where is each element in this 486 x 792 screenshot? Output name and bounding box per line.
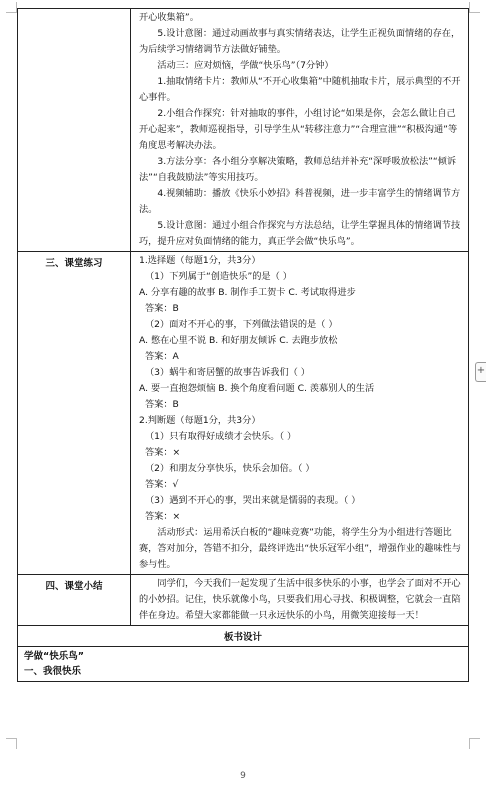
paragraph: 答案：√ [145, 479, 179, 490]
paragraph: （2）面对不开心的事，下列做法错误的是（ ） [145, 319, 338, 330]
paragraph: （3）遇到不开心的事，哭出来就是懦弱的表现。（ ） [145, 495, 361, 506]
page-number: 9 [240, 771, 246, 781]
table-row [18, 9, 469, 252]
paragraph: （1）只有取得好成绩才会快乐。（ ） [145, 431, 297, 442]
paragraph: 活动三：应对烦恼，学做“快乐鸟”（7分钟） [157, 60, 334, 71]
crop-mark-bottom-left [6, 738, 17, 749]
paragraph: 答案：B [145, 399, 179, 410]
paragraph: 5.设计意图：通过动画故事与真实情绪表达，让学生正视负面情绪的存在，为后续学习情绪调节方法做好铺垫。 [139, 28, 461, 55]
lesson-plan-table-container [17, 8, 469, 682]
paragraph: 活动形式：运用希沃白板的“趣味竞赛”功能，将学生分为小组进行答题比赛，答对加分，答错不扣分，最终评选出“快乐冠军小组”，增强作业的趣味性与参与性。 [139, 527, 461, 570]
board-content-row [18, 647, 469, 682]
section-label [18, 9, 131, 252]
paragraph: 3.方法分享：各小组分享解决策略，教师总结并补充“深呼吸放松法”“倾诉法”“自我鼓励法”等实用技巧。 [139, 156, 457, 183]
section-label: 三、课堂练习 [18, 252, 131, 575]
crop-mark-top-right [469, 2, 480, 13]
section-content [131, 252, 469, 575]
board-content [18, 647, 469, 682]
crop-mark-top-left [6, 2, 17, 13]
section-label: 四、课堂小结 [18, 575, 131, 626]
paragraph: 2.小组合作探究：针对抽取的事件，小组讨论“如果是你，会怎么做让自己开心起来”，教师巡视指导，引导学生从“转移注意力”“合理宣泄”“积极沟通”等角度思考解决办法。 [139, 108, 458, 151]
paragraph: 答案：× [145, 447, 181, 458]
expand-tab-icon[interactable]: + [475, 362, 486, 382]
table-row [18, 575, 469, 626]
paragraph: 2.判断题（每题1分，共3分） [139, 415, 261, 426]
paragraph: 1.抽取情绪卡片：教师从“不开心收集箱”中随机抽取卡片，展示典型的不开心事件。 [139, 76, 461, 103]
paragraph: 1.选择题（每题1分，共3分） [139, 255, 261, 266]
section-content [131, 9, 469, 252]
crop-mark-bottom-right [469, 738, 480, 749]
paragraph: 4.视频辅助：播放《快乐小妙招》科普视频，进一步丰富学生的情绪调节方法。 [139, 188, 461, 215]
paragraph: A. 憋在心里不说 B. 和好朋友倾诉 C. 去跑步放松 [139, 335, 338, 346]
paragraph: 答案：A [145, 351, 179, 362]
paragraph: 答案：× [145, 511, 181, 522]
paragraph: （1）下列属于“创造快乐”的是（ ） [145, 271, 292, 282]
paragraph: （2）和朋友分享快乐，快乐会加倍。（ ） [145, 463, 315, 474]
section-content [131, 575, 469, 626]
board-title: 板书设计 [18, 626, 469, 647]
paragraph: 答案：B [145, 303, 179, 314]
paragraph: 开心收集箱”。 [139, 12, 199, 23]
paragraph: A. 要一直抱怨烦恼 B. 换个角度看问题 C. 羡慕别人的生活 [139, 383, 375, 394]
paragraph: 同学们，今天我们一起发现了生活中很多快乐的小事，也学会了面对不开心的小妙招。记住，快乐就像小鸟，只要我们用心寻找、积极调整，它就会一直陪伴在身边。希望大家都能做一只永远快乐的小鸟，用微笑迎接每一天！ [139, 578, 461, 621]
paragraph: 5.设计意图：通过小组合作探究与方法总结，让学生掌握具体的情绪调节技巧，提升应对负面情绪的能力，真正学会做“快乐鸟”。 [139, 220, 461, 247]
paragraph: （3）蜗牛和寄居蟹的故事告诉我们（ ） [145, 367, 310, 378]
board-line: 一、我很快乐 [24, 666, 82, 677]
board-title-row [18, 626, 469, 647]
lesson-plan-table [17, 8, 469, 682]
paragraph: A. 分享有趣的故事 B. 制作手工贺卡 C. 考试取得进步 [139, 287, 356, 298]
board-line: 学做“快乐鸟” [24, 651, 84, 662]
table-row [18, 252, 469, 575]
